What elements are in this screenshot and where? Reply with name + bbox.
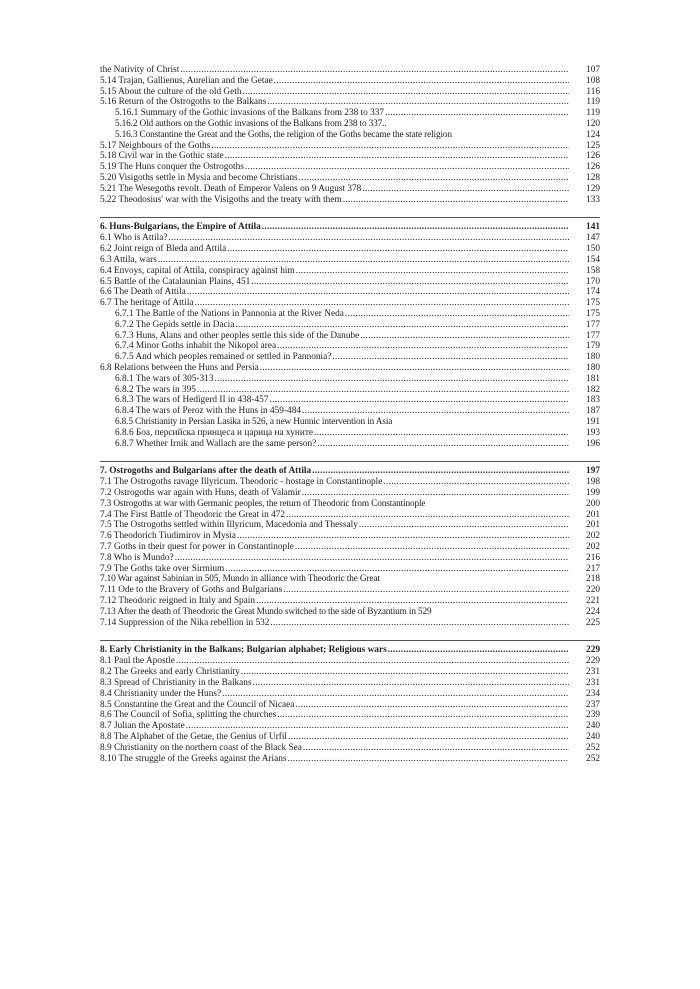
dot-leader bbox=[187, 287, 569, 298]
dot-leader bbox=[312, 465, 569, 477]
chapter-heading-page-number: 141 bbox=[586, 222, 600, 233]
toc-subentry bbox=[100, 320, 600, 331]
toc-entry-title: 6.2 Joint reign of Bleda and Attila bbox=[100, 244, 227, 255]
toc-entry bbox=[100, 162, 600, 173]
toc-section bbox=[100, 205, 600, 449]
toc-entry bbox=[100, 287, 600, 298]
toc-entry-page-number: 252 bbox=[586, 742, 600, 753]
dot-leader bbox=[241, 667, 569, 678]
dot-leader bbox=[235, 320, 569, 331]
toc-entry-page-number: 175 bbox=[586, 298, 600, 309]
toc-entry-page-number: 128 bbox=[586, 172, 600, 183]
toc-section bbox=[100, 449, 600, 628]
toc-subentry-page-number: 182 bbox=[586, 384, 600, 395]
toc-entry-title: the Nativity of Christ bbox=[100, 65, 180, 75]
toc-entry-page-number: 116 bbox=[586, 86, 600, 97]
toc-entry bbox=[100, 277, 600, 288]
toc-entry bbox=[100, 596, 600, 607]
dot-leader bbox=[168, 233, 569, 244]
toc-subentry-title: 6.8.5 Christianity in Persian Lasika in 526, a new Hunnic intervention in Asia bbox=[115, 416, 393, 427]
toc-entry-page-number: 126 bbox=[586, 151, 600, 162]
dot-leader bbox=[214, 374, 569, 385]
toc-subentry-title: 6.7.5 And which peoples remained or settled in Pannonia? bbox=[115, 352, 332, 363]
dot-leader bbox=[243, 87, 570, 98]
toc-entry-page-number: 225 bbox=[586, 617, 600, 628]
toc-entry-title: 7.2 Ostrogoths war again with Huns, death of Valamir bbox=[100, 488, 301, 499]
toc-entry-page-number: 201 bbox=[586, 509, 600, 520]
toc-entry-title: 7.9 The Goths take over Sirmium bbox=[100, 563, 225, 574]
chapter-heading bbox=[100, 221, 600, 233]
dot-leader bbox=[288, 732, 569, 743]
toc-subentry-title: 6.8.7 Whether Irnik and Wallach are the same person? bbox=[115, 438, 317, 449]
toc-entry-title: 6.7 The heritage of Attila bbox=[100, 298, 194, 309]
toc-entry bbox=[100, 477, 600, 488]
dot-leader bbox=[295, 700, 569, 711]
dot-leader bbox=[317, 439, 569, 450]
chapter-heading bbox=[100, 465, 600, 477]
toc-subentry-page-number: 183 bbox=[586, 395, 600, 406]
toc-subentry-title: 5.16.2 Old authors on the Gothic invasions of the Balkans from 238 to 337.. bbox=[115, 118, 387, 129]
toc-entry-title: 8.7 Julian the Apostate bbox=[100, 721, 185, 732]
chapter-heading-title: 7. Ostrogoths and Bulgarians after the death of Attila bbox=[100, 466, 312, 477]
toc-entry bbox=[100, 97, 600, 108]
toc-entry-title: 6.6 The Death of Attila bbox=[100, 287, 186, 298]
dot-leader bbox=[222, 689, 569, 700]
dot-leader bbox=[302, 488, 569, 499]
toc-entry-title: 8.10 The struggle of the Greeks against the Arians bbox=[100, 753, 287, 764]
toc-subentry bbox=[100, 385, 600, 396]
toc-entry-title: 7.13 After the death of Theodoric the Great Mundo switched to the side of Byzantium in 529 bbox=[100, 606, 432, 617]
toc-entry bbox=[100, 65, 600, 76]
toc-entry-page-number: 224 bbox=[586, 606, 600, 617]
toc-entry bbox=[100, 173, 600, 184]
toc-entry-page-number: 231 bbox=[586, 667, 600, 678]
toc-entry-page-number: 108 bbox=[586, 75, 600, 86]
toc-entry bbox=[100, 743, 600, 754]
toc-subentry-title: 6.8.3 The wars of Hedigerd II in 438-457 bbox=[115, 395, 269, 406]
toc-entry-page-number: 107 bbox=[586, 65, 600, 75]
toc-entry-title: 5.21 The Wesegoths revolt. Death of Emperor Valens on 9 August 378 bbox=[100, 183, 362, 194]
dot-leader bbox=[251, 277, 569, 288]
toc-entry-title: 5.19 The Huns conquer the Ostrogoths bbox=[100, 162, 244, 173]
toc-entry bbox=[100, 233, 600, 244]
toc-subentry bbox=[100, 331, 600, 342]
chapter-heading-page-number: 197 bbox=[586, 466, 600, 477]
toc-entry-page-number: 201 bbox=[586, 520, 600, 531]
toc-subentry bbox=[100, 428, 600, 439]
dot-leader bbox=[262, 221, 569, 233]
toc-subentry-page-number: 193 bbox=[586, 427, 600, 438]
toc-subentry-page-number: 187 bbox=[586, 406, 600, 417]
toc-entry bbox=[100, 678, 600, 689]
toc-entry bbox=[100, 531, 600, 542]
toc-entry-title: 8.8 The Alphabet of the Getae, the Genius of Urfil bbox=[100, 732, 288, 743]
toc-entry bbox=[100, 184, 600, 195]
toc-entry-page-number: 237 bbox=[586, 699, 600, 710]
toc-entry-title: 7.12 Theodoric reigned in Italy and Spain bbox=[100, 596, 255, 607]
toc-section bbox=[100, 65, 600, 205]
toc-entry bbox=[100, 689, 600, 700]
dot-leader bbox=[225, 564, 569, 575]
toc-subentry-page-number: 196 bbox=[586, 438, 600, 449]
toc-entry-page-number: 170 bbox=[586, 276, 600, 287]
toc-entry bbox=[100, 700, 600, 711]
toc-entry-page-number: 119 bbox=[586, 97, 600, 108]
dot-leader bbox=[158, 255, 569, 266]
toc-entry-page-number: 240 bbox=[586, 732, 600, 743]
toc-entry-page-number: 229 bbox=[586, 656, 600, 667]
toc-entry-title: 7.14 Suppression of the Nika rebellion in 532 bbox=[100, 617, 270, 628]
toc-subentry-title: 6.7.3 Huns, Alans and other peoples settle this side of the Danube bbox=[115, 330, 360, 341]
toc-subentry-page-number: 191 bbox=[586, 416, 600, 427]
toc-entry-title: 6.8 Relations between the Huns and Persia bbox=[100, 362, 259, 373]
toc-entry-page-number: 252 bbox=[586, 753, 600, 764]
toc-entry-title: 7.6 Theodorich Tiudimirov in Mysia bbox=[100, 531, 236, 542]
dot-leader bbox=[237, 531, 569, 542]
dot-leader bbox=[274, 76, 569, 87]
chapter-heading-page-number: 229 bbox=[586, 645, 600, 656]
dot-leader bbox=[283, 585, 569, 596]
toc-section bbox=[100, 628, 600, 764]
toc-entry-page-number: 240 bbox=[586, 721, 600, 732]
toc-subentry-page-number: 180 bbox=[586, 352, 600, 363]
toc-entry-title: 7.10 War against Sabinian in 505, Mundo in alliance with Theodoric the Great bbox=[100, 574, 380, 585]
toc-subentry-title: 6.8.4 The wars of Peroz with the Huns in 459-484 bbox=[115, 406, 301, 417]
toc-entry-title: 7.8 Who is Mundo? bbox=[100, 552, 174, 563]
toc-subentry-page-number: 177 bbox=[586, 319, 600, 330]
chapter-divider bbox=[100, 217, 600, 218]
toc-entry bbox=[100, 363, 600, 374]
dot-leader bbox=[227, 244, 569, 255]
dot-leader bbox=[260, 363, 569, 374]
toc-entry-title: 7.5 The Ostrogoths settled within Illyricum, Macedonia and Thessaly bbox=[100, 520, 358, 531]
dot-leader bbox=[269, 395, 569, 406]
toc-entry bbox=[100, 510, 600, 521]
toc-entry bbox=[100, 667, 600, 678]
toc-entry bbox=[100, 499, 600, 510]
toc-entry-title: 8.2 The Greeks and early Christianity bbox=[100, 667, 240, 678]
toc-entry bbox=[100, 754, 600, 765]
toc-subentry-page-number: 119 bbox=[586, 108, 600, 119]
toc-entry bbox=[100, 585, 600, 596]
dot-leader bbox=[345, 309, 569, 320]
dot-leader bbox=[295, 542, 569, 553]
dot-leader bbox=[288, 754, 570, 765]
toc-subentry-title: 6.7.2 The Gepids settle in Dacia bbox=[115, 319, 235, 330]
toc-entry-title: 7.11 Ode to the Bravery of Goths and Bulgarians bbox=[100, 585, 283, 596]
toc-entry-page-number: 133 bbox=[586, 194, 600, 205]
toc-entry bbox=[100, 710, 600, 721]
dot-leader bbox=[303, 743, 569, 754]
toc-entry bbox=[100, 195, 600, 206]
toc-subentry bbox=[100, 417, 600, 428]
dot-leader bbox=[296, 266, 569, 277]
toc-entry-title: 5.14 Trajan, Gallienus, Aurelian and the Getae bbox=[100, 75, 273, 86]
toc-entry bbox=[100, 607, 600, 618]
toc-entry bbox=[100, 564, 600, 575]
toc-entry-title: 6.1 Who is Attila? bbox=[100, 233, 168, 244]
toc-entry-page-number: 231 bbox=[586, 678, 600, 689]
toc-entry-title: 8.9 Christianity on the northern coast of the Black Sea bbox=[100, 742, 302, 753]
toc-entry-page-number: 129 bbox=[586, 183, 600, 194]
dot-leader bbox=[314, 428, 569, 439]
toc-entry-page-number: 202 bbox=[586, 542, 600, 553]
dot-leader bbox=[299, 173, 569, 184]
dot-leader bbox=[302, 406, 569, 417]
dot-leader bbox=[286, 510, 569, 521]
toc-entry bbox=[100, 87, 600, 98]
toc-subentry bbox=[100, 341, 600, 352]
dot-leader bbox=[186, 721, 569, 732]
toc-entry-title: 6.3 Attila, wars bbox=[100, 254, 157, 265]
toc-entry-page-number: 217 bbox=[586, 563, 600, 574]
chapter-divider bbox=[100, 461, 600, 462]
toc-subentry bbox=[100, 119, 600, 130]
chapter-divider bbox=[100, 640, 600, 641]
dot-leader bbox=[360, 331, 569, 342]
toc-subentry bbox=[100, 352, 600, 363]
toc-subentry-page-number: 124 bbox=[586, 129, 600, 140]
toc-subentry-title: 5.16.3 Constantine the Great and the Goths, the religion of the Goths became the state religion bbox=[115, 129, 452, 140]
toc-entry-title: 5.22 Theodosius' war with the Visigoths and the treaty with them bbox=[100, 194, 342, 205]
toc-entry-title: 7.3 Ostrogoths at war with Germanic peoples, the return of Theodoric from Constantinople bbox=[100, 498, 426, 509]
toc-subentry-title: 6.8.1 The wars of 305-313 bbox=[115, 373, 214, 384]
toc-entry bbox=[100, 298, 600, 309]
toc-entry-page-number: 180 bbox=[586, 362, 600, 373]
toc-subentry bbox=[100, 108, 600, 119]
dot-leader bbox=[388, 644, 569, 656]
dot-leader bbox=[332, 352, 569, 363]
chapter-heading bbox=[100, 644, 600, 656]
toc-entry bbox=[100, 76, 600, 87]
toc-entry-title: 6.5 Battle of the Catalaunian Plains, 451 bbox=[100, 276, 251, 287]
dot-leader bbox=[175, 553, 569, 564]
toc-entry bbox=[100, 488, 600, 499]
toc-entry-page-number: 202 bbox=[586, 531, 600, 542]
chapter-heading-title: 6. Huns-Bulgarians, the Empire of Attila bbox=[100, 222, 261, 233]
toc-subentry-title: 6.8.2 The wars in 395 bbox=[115, 384, 196, 395]
toc-entry bbox=[100, 266, 600, 277]
toc-subentry-title: 6.7.4 Minor Goths inhabit the Nikopol area bbox=[115, 341, 277, 352]
toc-entry-title: 8.1 Paul the Apostle bbox=[100, 656, 175, 667]
toc-entry-title: 5.15 About the culture of the old Geth bbox=[100, 86, 242, 97]
toc-entry-title: 5.20 Visigoths settle in Mysia and become Christians bbox=[100, 172, 298, 183]
toc-entry bbox=[100, 553, 600, 564]
toc-subentry-title: 6.7.1 The Battle of the Nations in Pannonia at the River Neda bbox=[115, 308, 344, 319]
toc-entry bbox=[100, 656, 600, 667]
toc-entry-page-number: 198 bbox=[586, 477, 600, 488]
toc-subentry-page-number: 181 bbox=[586, 373, 600, 384]
toc-entry-page-number: 174 bbox=[586, 287, 600, 298]
toc-subentry-page-number: 120 bbox=[586, 118, 600, 129]
toc-entry-title: 5.16 Return of the Ostrogoths to the Balkans bbox=[100, 97, 267, 108]
toc-entry-title: 8.6 The Council of Sofia, splitting the churches bbox=[100, 710, 277, 721]
toc-subentry bbox=[100, 439, 600, 450]
toc-entry bbox=[100, 721, 600, 732]
toc-entry bbox=[100, 244, 600, 255]
toc-subentry-title: 6.8.6 Боа, персийска принцеса и царица на хуните bbox=[115, 427, 314, 438]
toc-entry-page-number: 150 bbox=[586, 244, 600, 255]
toc-entry-page-number: 154 bbox=[586, 254, 600, 265]
toc-entry-title: 6.4 Envoys, capital of Attila, conspiracy against him bbox=[100, 265, 295, 276]
toc-subentry bbox=[100, 406, 600, 417]
toc-entry-page-number: 216 bbox=[586, 552, 600, 563]
chapter-heading-title: 8. Early Christianity in the Balkans; Bulgarian alphabet; Religious wars bbox=[100, 645, 387, 656]
toc-entry-title: 8.4 Christianity under the Huns? bbox=[100, 688, 222, 699]
dot-leader bbox=[277, 341, 569, 352]
dot-leader bbox=[180, 65, 569, 76]
toc-entry-title: 7.7 Goths in their quest for power in Constantinople bbox=[100, 542, 294, 553]
toc-subentry-page-number: 179 bbox=[586, 341, 600, 352]
table-of-contents bbox=[100, 65, 600, 764]
dot-leader bbox=[256, 596, 569, 607]
toc-entry-title: 8.5 Constantine the Great and the Council of Nicaea bbox=[100, 699, 295, 710]
dot-leader bbox=[253, 678, 569, 689]
toc-entry-page-number: 218 bbox=[586, 574, 600, 585]
toc-entry-title: 5.17 Neighbours of the Goths bbox=[100, 140, 211, 151]
toc-subentry-page-number: 177 bbox=[586, 330, 600, 341]
dot-leader bbox=[385, 108, 569, 119]
toc-entry bbox=[100, 732, 600, 743]
dot-leader bbox=[343, 195, 569, 206]
toc-subentry bbox=[100, 395, 600, 406]
toc-subentry-title: 5.16.1 Summary of the Gothic invasions of the Balkans from 238 to 337 bbox=[115, 108, 385, 119]
toc-entry-title: 7.4 The First Battle of Theodoric the Great in 472 bbox=[100, 509, 286, 520]
toc-subentry-page-number: 175 bbox=[586, 308, 600, 319]
toc-entry bbox=[100, 542, 600, 553]
toc-entry-page-number: 220 bbox=[586, 585, 600, 596]
toc-entry-page-number: 200 bbox=[586, 498, 600, 509]
dot-leader bbox=[211, 141, 569, 152]
toc-subentry bbox=[100, 309, 600, 320]
dot-leader bbox=[383, 477, 569, 488]
dot-leader bbox=[359, 520, 569, 531]
dot-leader bbox=[197, 385, 569, 396]
toc-subentry bbox=[100, 130, 600, 141]
toc-entry-page-number: 125 bbox=[586, 140, 600, 151]
toc-entry bbox=[100, 574, 600, 585]
toc-entry bbox=[100, 255, 600, 266]
dot-leader bbox=[267, 97, 569, 108]
toc-entry-page-number: 221 bbox=[586, 596, 600, 607]
dot-leader bbox=[195, 298, 569, 309]
toc-subentry bbox=[100, 374, 600, 385]
toc-entry-page-number: 199 bbox=[586, 488, 600, 499]
dot-leader bbox=[362, 184, 569, 195]
toc-entry bbox=[100, 520, 600, 531]
toc-entry bbox=[100, 151, 600, 162]
toc-entry bbox=[100, 141, 600, 152]
dot-leader bbox=[225, 151, 569, 162]
dot-leader bbox=[245, 162, 569, 173]
dot-leader bbox=[176, 656, 569, 667]
toc-entry-title: 5.18 Civil war in the Gothic state bbox=[100, 151, 224, 162]
toc-entry-page-number: 158 bbox=[586, 265, 600, 276]
toc-entry-page-number: 239 bbox=[586, 710, 600, 721]
dot-leader bbox=[277, 710, 569, 721]
toc-entry-page-number: 126 bbox=[586, 162, 600, 173]
toc-entry-page-number: 234 bbox=[586, 688, 600, 699]
toc-entry-title: 8.3 Spread of Christianity in the Balkans bbox=[100, 678, 252, 689]
toc-entry bbox=[100, 618, 600, 629]
toc-entry-page-number: 147 bbox=[586, 233, 600, 244]
dot-leader bbox=[270, 618, 569, 629]
toc-entry-title: 7.1 The Ostrogoths ravage Illyricum. Theodoric - hostage in Constantinople bbox=[100, 477, 383, 488]
